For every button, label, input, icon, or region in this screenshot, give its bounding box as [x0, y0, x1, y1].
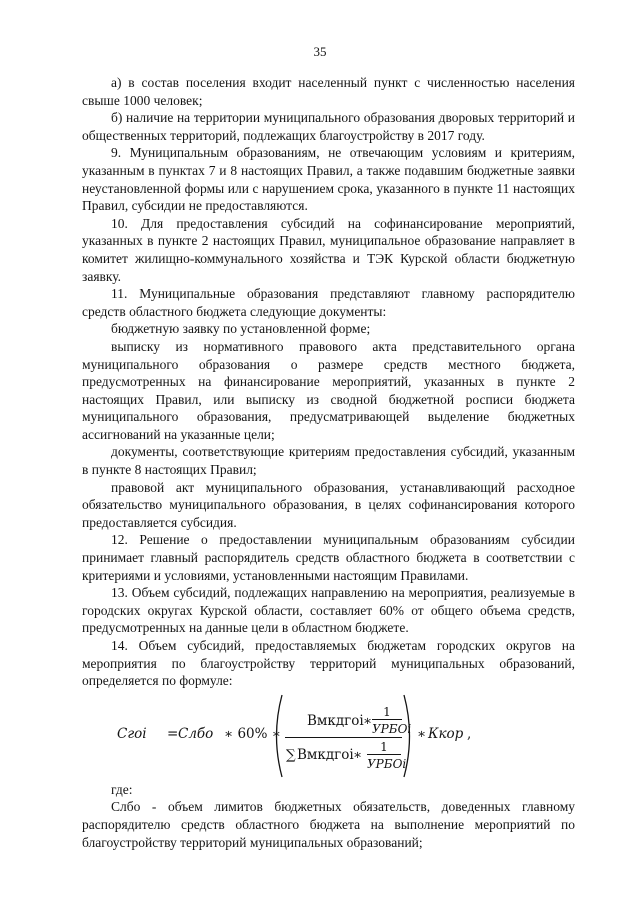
numerator-inner-bar — [372, 719, 402, 720]
paragraph-14: 14. Объем субсидий, предоставляемых бюджетам городских округов на мероприятия по благоустройству территорий муниципальных образований, определяется по формуле: — [82, 638, 575, 689]
page-number: 35 — [313, 44, 327, 59]
denominator-one: 1 — [380, 739, 388, 754]
where-label: где: — [111, 781, 133, 797]
left-paren-icon — [270, 693, 284, 779]
numerator-one: 1 — [383, 704, 391, 719]
definition-slbo: Слбо - объем лимитов бюджетных обязательств, доведенных главному распорядителю средств областного бюджета на выполнение мероприятий по благоустройству территорий муниципальных образований; — [82, 799, 575, 850]
paragraph-a: а) в состав поселения входит населенный пункт с численностью населения свыше 1000 человек; — [82, 75, 575, 108]
formula-tail-mult: ∗ — [417, 725, 427, 742]
document-body — [82, 74, 575, 851]
list-item-municipal-legal-act: правовой акт муниципального образования, устанавливающий расходное обязательство муниципального образования, в целях софинансирования которого предоставляется субсидия. — [82, 479, 575, 530]
denominator-sum: ∑ — [286, 746, 296, 763]
formula-equals: = — [167, 725, 179, 742]
list-item-budget-request: бюджетную заявку по установленной форме; — [111, 321, 371, 337]
paragraph-12: 12. Решение о предоставлении муниципальным образованиям субсидии принимает главный распорядитель средств областного бюджета в соответствии с критериями и условиями, установленными настоящим Правилами. — [82, 532, 575, 583]
list-item-legal-act-extract: выписку из нормативного правового акта представительного органа муниципального образования о размере средств местного бюджета, предусмотренных на финансирование мероприятий, указанных в пункте 2 настоящих Правил, или выписку из сводной бюджетной росписи бюджета муниципального образования, предусматривающей выделение бюджетных ассигнований на указанные цели; — [82, 338, 575, 442]
paragraph-11: 11. Муниципальные образования представляют главному распорядителю средств областного бюджета следующие документы: — [82, 286, 575, 319]
numerator-urbo: УРБОi — [372, 721, 412, 736]
numerator-mult: ∗ — [363, 712, 373, 729]
formula-lhs: Сгоi — [117, 725, 147, 742]
main-fraction-bar — [285, 737, 402, 738]
denominator-mult: ∗ — [353, 746, 363, 763]
formula-percent: ∗ 60% ∗ — [224, 725, 281, 742]
formula-fraction — [285, 701, 412, 771]
paragraph-10: 10. Для предоставления субсидий на софинансирование мероприятий, указанных в пункте 2 настоящих Правил, муниципальное образование направляет в комитет жилищно-коммунального хозяйства и ТЭК Курской области бюджетную заявку. — [82, 215, 575, 284]
right-paren-icon — [402, 693, 416, 779]
formula-limit-term: Слбо — [178, 725, 214, 742]
formula-comma: , — [467, 725, 472, 742]
subsidy-formula — [82, 693, 575, 779]
paragraph-b: б) наличие на территории муниципального образования дворовых территорий и общественных территорий, подлежащих благоустройству в 2017 году. — [82, 110, 575, 143]
formula-kkor: Ккор — [428, 725, 464, 742]
denominator-inner-bar — [367, 754, 401, 755]
paragraph-9: 9. Муниципальным образованиям, не отвечающим условиям и критериям, указанным в пунктах 7 и 8 настоящих Правил, а также подавшим бюджетные заявки неустановленной формы или с нарушением срока, указанного в пункте 11 настоящих Правил, субсидии не предоставляются. — [82, 145, 575, 214]
paragraph-13: 13. Объем субсидий, подлежащих направлению на мероприятия, реализуемые в городских округах Курской области, составляет 60% от общего объема средств, предусмотренных на данные цели в областном бюджете. — [82, 585, 575, 636]
list-item-criteria-documents: документы, соответствующие критериям предоставления субсидий, указанным в пункте 8 настоящих Правил; — [82, 444, 575, 478]
numerator-term: Вмкдгоi — [307, 712, 364, 729]
denominator-term: Вмкдгоi — [297, 746, 354, 763]
denominator-urbo: УРБОi — [367, 756, 407, 771]
